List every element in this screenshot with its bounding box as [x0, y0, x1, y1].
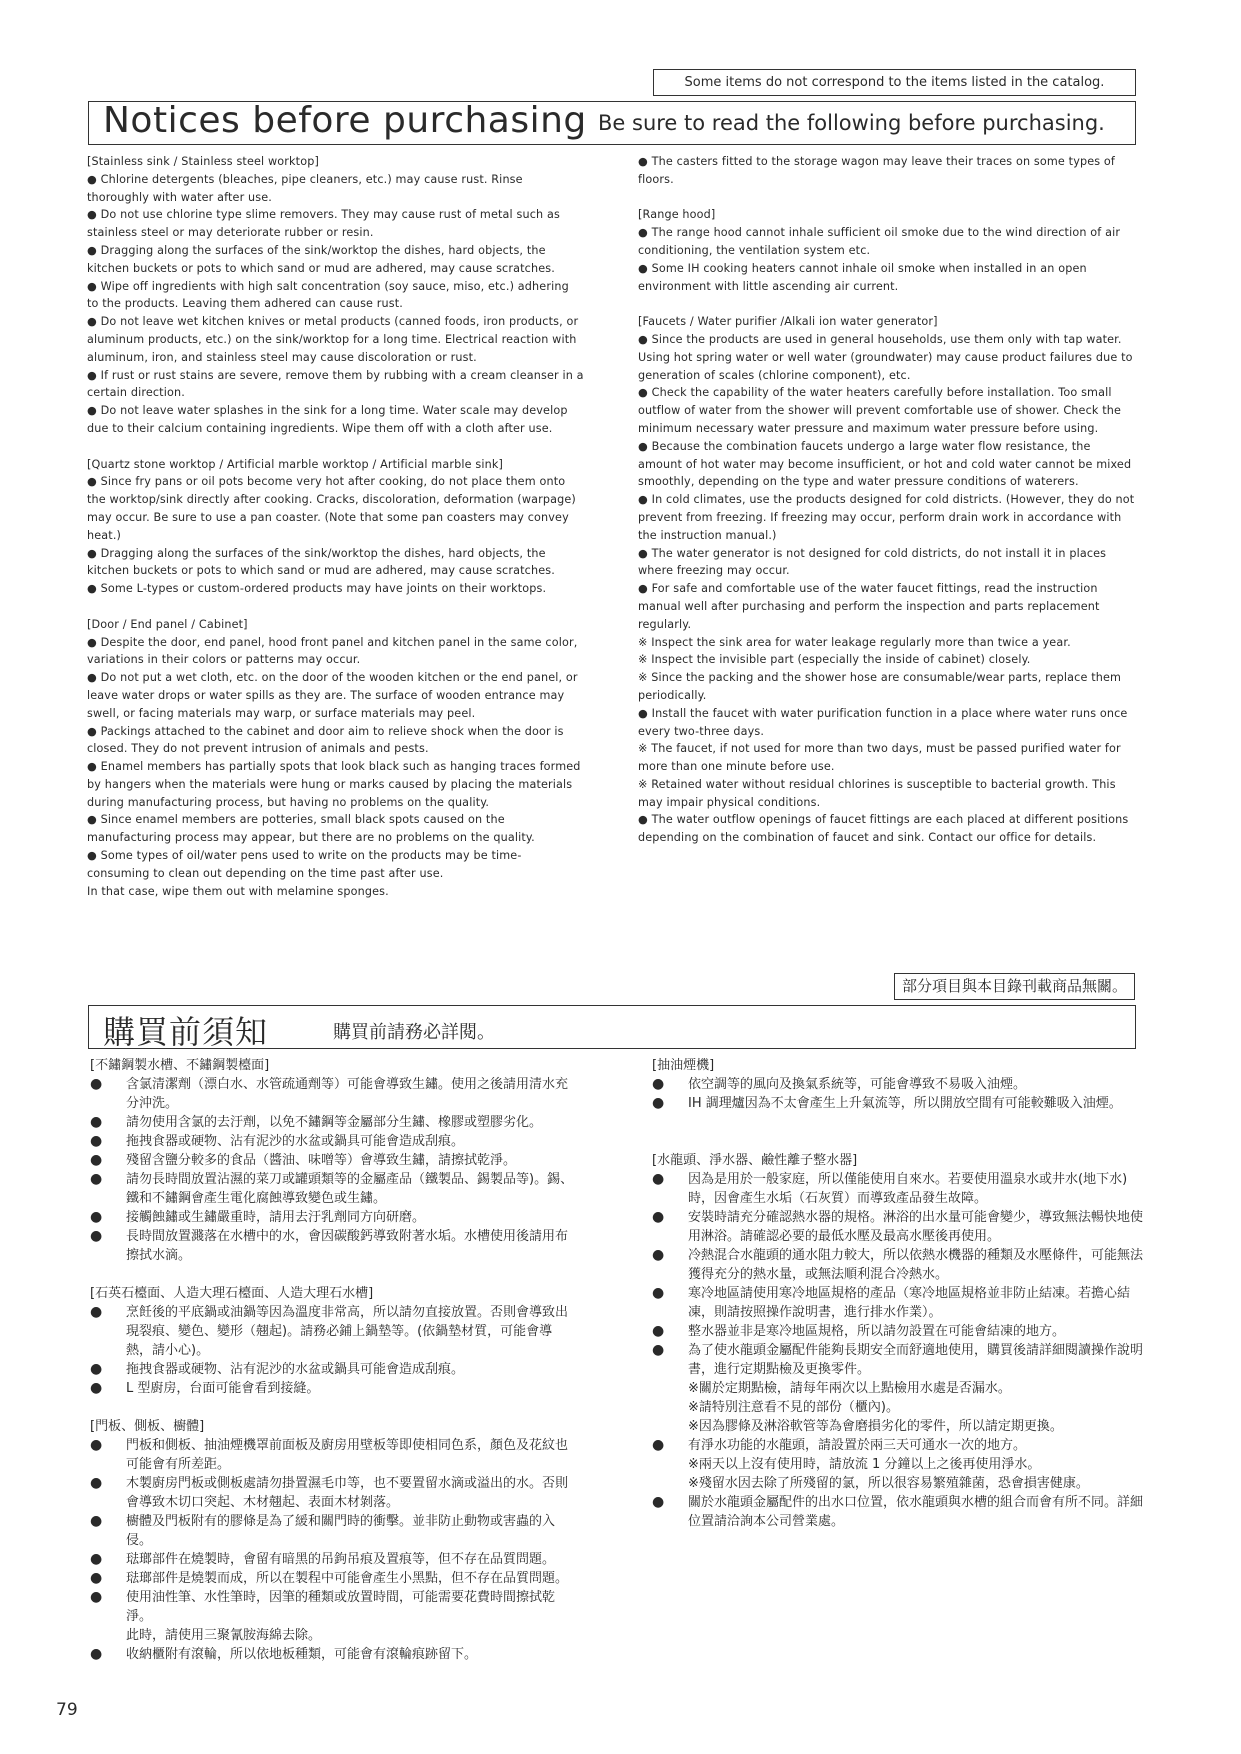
notice-item — [90, 1132, 578, 1151]
bullet-icon: ● — [90, 1133, 103, 1149]
bullet-icon: ● — [90, 1152, 103, 1168]
spacer — [90, 1398, 578, 1417]
notice-item: ※ Inspect the sink area for water leakage regularly more than twice a year. — [638, 635, 1071, 649]
en-header — [88, 101, 1136, 145]
notice-text: 因為是用於一般家庭，所以僅能使用自來水。若要使用溫泉水或井水(地下水)時，因會產生水垢（石灰質）而導致產品發生故障。 — [688, 1172, 1128, 1206]
notice-text: 長時間放置濺落在水槽中的水，會因碳酸鈣導致附著水垢。水槽使用後請用布擦拭水滴。 — [126, 1229, 569, 1263]
notice-item — [90, 1588, 578, 1626]
spacer — [87, 598, 584, 616]
bullet-icon: ● — [90, 1361, 103, 1377]
notice-text: 殘留含鹽分較多的食品（醬油、味噌等）會導致生鏽，請擦拭乾淨。 — [126, 1153, 517, 1168]
section-heading: [石英石檯面、人造大理石檯面、人造大理石水槽] — [90, 1286, 374, 1301]
bullet-icon: ● — [90, 1171, 103, 1187]
notice-item: ● Install the faucet with water purification function in a place where water runs once every two-three days. — [638, 706, 1128, 738]
notice-text: 使用油性筆、水性筆時，因筆的種類或放置時間，可能需要花費時間擦拭乾淨。 — [126, 1590, 556, 1624]
spacer — [652, 1132, 1148, 1151]
bullet-icon: ● — [652, 1342, 665, 1358]
notice-item: ● Since enamel members are potteries, small black spots caused on the manufacturing process may appear, but there are no problems on the quality. — [87, 813, 535, 845]
notice-item — [90, 1303, 578, 1360]
notice-item: ● The water generator is not designed for cold districts, do not install it in places where freezing may occur. — [638, 546, 1107, 578]
notice-item — [90, 1360, 578, 1379]
en-page-subtitle: Be sure to read the following before purchasing. — [598, 111, 1105, 135]
notice-text: 拖拽食器或硬物、沾有泥沙的水盆或鍋具可能會造成刮痕。 — [126, 1134, 465, 1149]
bullet-icon: ● — [652, 1171, 665, 1187]
notice-item: ● Dragging along the surfaces of the sink/worktop the dishes, hard objects, the kitchen buckets or pots to which sand or mud are adhered, may cause scratches. — [87, 546, 555, 578]
section-heading: [Range hood] — [638, 208, 716, 222]
notice-item — [652, 1170, 1148, 1208]
notice-text: 含氯清潔劑（漂白水、水管疏通劑等）可能會導致生鏽。使用之後請用清水充分沖洗。 — [126, 1077, 569, 1111]
notice-note: ※兩天以上沒有使用時，請放流 1 分鐘以上之後再使用淨水。 — [688, 1457, 1041, 1472]
notice-item — [90, 1379, 578, 1398]
notice-text: 收納櫃附有滾輪，所以依地板種類，可能會有滾輪痕跡留下。 — [126, 1647, 478, 1662]
notice-item: ● If rust or rust stains are severe, remove them by rubbing with a cream cleanser in a certain direction. — [87, 368, 584, 400]
notice-item — [90, 1075, 578, 1113]
notice-text: 為了使水龍頭金屬配件能夠長期安全而舒適地使用，購買後請詳細閱讀操作說明書，進行定期點檢及更換零件。 — [688, 1343, 1144, 1377]
notice-item — [652, 1094, 1148, 1113]
zh-right-column — [652, 1056, 1148, 1531]
zh-page-title: 購買前須知 — [103, 1013, 269, 1051]
bullet-icon: ● — [90, 1114, 103, 1130]
notice-text: L 型廚房，台面可能會看到接縫。 — [126, 1381, 320, 1396]
notice-item — [652, 1493, 1148, 1531]
notice-item — [90, 1569, 578, 1588]
notice-text: 烹飪後的平底鍋或油鍋等因為溫度非常高，所以請勿直接放置。否則會導致出現裂痕、變色、變形（翹起)。請務必鋪上鍋墊等。(依鍋墊材質，可能會導熱，請小心)。 — [126, 1305, 569, 1358]
notice-item: ● Some IH cooking heaters cannot inhale oil smoke when installed in an open environment with little ascending air current. — [638, 261, 1087, 293]
notice-item: ※ Since the packing and the shower hose are consumable/wear parts, replace them periodically. — [638, 671, 1122, 702]
notice-item: ● Dragging along the surfaces of the sink/worktop the dishes, hard objects, the kitchen buckets or pots to which sand or mud are adhered, may cause scratches. — [87, 243, 555, 275]
notice-text: 請勿長時間放置沾濕的菜刀或罐頭類等的金屬產品（鐵製品、錫製品等)。錫、鐵和不鏽鋼會產生電化腐蝕導致變色或生鏽。 — [126, 1172, 574, 1206]
bullet-icon: ● — [652, 1494, 665, 1510]
notice-item: ● Since fry pans or oil pots become very hot after cooking, do not place them onto the worktop/sink directly after cooking. Cracks, discoloration, deformation (warpage) may occur. Be sure to use a pan coaster. (Note that some pan coasters may convey heat.) — [87, 475, 576, 542]
spacer — [638, 295, 1135, 313]
bullet-icon: ● — [90, 1209, 103, 1225]
bullet-icon: ● — [90, 1076, 103, 1092]
notice-item: ● The water outflow openings of faucet fittings are each placed at different positions depending on the combination of faucet and sink. Contact our office for details. — [638, 813, 1129, 845]
notice-item: ● Some L-types or custom-ordered products may have joints on their worktops. — [87, 582, 547, 596]
notice-item — [90, 1645, 578, 1664]
notice-item — [652, 1436, 1148, 1455]
notice-text: 安裝時請充分確認熱水器的規格。淋浴的出水量可能會變少，導致無法暢快地使用淋浴。請確認必要的最低水壓及最高水壓後再使用。 — [688, 1210, 1144, 1244]
notice-item: ● Despite the door, end panel, hood front panel and kitchen panel in the same color, variations in their colors or patterns may occur. — [87, 635, 578, 667]
notice-item — [90, 1151, 578, 1170]
notice-item: ※ Inspect the invisible part (especially the inside of cabinet) closely. — [638, 653, 1031, 667]
notice-item — [652, 1075, 1148, 1094]
page-number: 79 — [56, 1700, 78, 1720]
notice-item — [652, 1322, 1148, 1341]
notice-item: ● Because the combination faucets undergo a large water flow resistance, the amount of hot water may become insufficient, or hot and cold water cannot be mixed smoothly, depending on the type and water pressure conditions of waterers. — [638, 439, 1132, 489]
bullet-icon: ● — [652, 1247, 665, 1263]
notice-item: ● Packings attached to the cabinet and door aim to relieve shock when the door is closed. They do not prevent intrusion of animals and pests. — [87, 724, 564, 756]
bullet-icon: ● — [90, 1646, 103, 1662]
bullet-icon: ● — [90, 1304, 103, 1320]
notice-text: 門板和側板、抽油煙機罩前面板及廚房用壁板等即使相同色系，顏色及花紋也可能會有所差距。 — [126, 1438, 569, 1472]
zh-page-subtitle: 購買前請務必詳閱。 — [333, 1022, 495, 1043]
notice-item: ● Some types of oil/water pens used to write on the products may be time-consuming to clean out depending on the time past after use. — [87, 849, 522, 880]
notice-note: 此時，請使用三聚氰胺海綿去除。 — [126, 1628, 322, 1643]
zh-catalog-note: 部分項目與本目錄刊載商品無關。 — [894, 973, 1135, 1000]
bullet-icon: ● — [90, 1475, 103, 1491]
notice-item: ● Do not put a wet cloth, etc. on the door of the wooden kitchen or the end panel, or leave water drops or water spills as they are. The surface of wooden entrance may swell, or facing materials may warp, or surface materials may peel. — [87, 671, 578, 720]
notice-item: ● The casters fitted to the storage wagon may leave their traces on some types of floors. — [638, 155, 1116, 186]
notice-text: 有淨水功能的水龍頭，請設置於兩三天可通水一次的地方。 — [688, 1438, 1027, 1453]
notice-note: ※關於定期點檢，請每年兩次以上點檢用水處是否漏水。 — [688, 1381, 1011, 1396]
section-heading: [Faucets / Water purifier /Alkali ion water generator] — [638, 315, 938, 329]
bullet-icon: ● — [652, 1095, 665, 1111]
notice-text: 木製廚房門板或側板處請勿掛置濕毛巾等，也不要置留水滴或溢出的水。否則會導致木切口突起、木材翹起、表面木材剝落。 — [126, 1476, 569, 1510]
notice-item: ※ The faucet, if not used for more than two days, must be passed purified water for more than one minute before use. — [638, 742, 1121, 774]
notice-item: ● Wipe off ingredients with high salt concentration (soy sauce, miso, etc.) adhering to the products. Leaving them adhered can cause rust. — [87, 279, 569, 311]
bullet-icon: ● — [652, 1437, 665, 1453]
notice-item — [90, 1227, 578, 1265]
notice-item: ※ Retained water without residual chlorines is susceptible to bacterial growth. This may impair physical conditions. — [638, 777, 1116, 809]
notice-text: 整水器並非是寒冷地區規格，所以請勿設置在可能會結凍的地方。 — [688, 1324, 1066, 1339]
section-heading: [抽油煙機] — [652, 1058, 715, 1073]
notice-item — [90, 1474, 578, 1512]
zh-header — [88, 1005, 1136, 1049]
notice-text: 接觸蝕鏽或生鏽嚴重時，請用去汙乳劑同方向研磨。 — [126, 1210, 426, 1225]
bullet-icon: ● — [90, 1551, 103, 1567]
notice-item: ● Do not leave wet kitchen knives or metal products (canned foods, iron products, or aluminum products, etc.) on the sink/worktop for a long time. Electrical reaction with aluminum, iron, and stainless steel may cause discoloration or rust. — [87, 315, 579, 364]
notice-item — [90, 1170, 578, 1208]
bullet-icon: ● — [90, 1228, 103, 1244]
bullet-icon: ● — [90, 1437, 103, 1453]
section-heading: [不鏽鋼製水槽、不鏽鋼製檯面] — [90, 1058, 270, 1073]
notice-item: ● Do not use chlorine type slime removers. They may cause rust of metal such as stainless steel or may deteriorate rubber or resin. — [87, 208, 560, 240]
bullet-icon: ● — [652, 1209, 665, 1225]
notice-note: ※請特別注意看不見的部份（櫃內)。 — [688, 1400, 899, 1415]
notice-item: ● Check the capability of the water heaters carefully before installation. Too small outflow of water from the shower will prevent comfortable use of shower. Check the minimum necessary water pressure and maximum water pressure before using. — [638, 386, 1122, 435]
spacer — [87, 438, 584, 456]
notice-item: ● Chlorine detergents (bleaches, pipe cleaners, etc.) may cause rust. Rinse thoroughly with water after use. — [87, 172, 523, 204]
notice-text: 櫥體及門板附有的膠條是為了緩和關門時的衝擊。並非防止動物或害蟲的入侵。 — [126, 1514, 556, 1548]
notice-item — [90, 1436, 578, 1474]
notice-text: 拖拽食器或硬物、沾有泥沙的水盆或鍋具可能會造成刮痕。 — [126, 1362, 465, 1377]
notice-note: ※殘留水因去除了所殘留的氯，所以很容易繁殖雜菌，恐會損害健康。 — [688, 1476, 1089, 1491]
notice-item — [90, 1113, 578, 1132]
notice-item — [90, 1208, 578, 1227]
section-heading: [Stainless sink / Stainless steel worktop] — [87, 155, 319, 168]
bullet-icon: ● — [652, 1323, 665, 1339]
spacer — [90, 1265, 578, 1284]
section-heading: [門板、側板、櫥體] — [90, 1419, 205, 1434]
notice-item — [90, 1512, 578, 1550]
notice-item — [652, 1284, 1148, 1322]
notice-text: 關於水龍頭金屬配件的出水口位置，依水龍頭與水槽的組合而會有所不同。詳細位置請洽詢本公司營業處。 — [688, 1495, 1144, 1529]
notice-item — [90, 1550, 578, 1569]
spacer — [652, 1113, 1148, 1132]
en-page-title: Notices before purchasing — [103, 100, 587, 141]
bullet-icon: ● — [652, 1285, 665, 1301]
notice-text: 請勿使用含氯的去汙劑，以免不鏽鋼等金屬部分生鏽、橡膠或塑膠劣化。 — [126, 1115, 543, 1130]
section-heading: [水龍頭、淨水器、鹼性離子整水器] — [652, 1153, 858, 1168]
notice-item: In that case, wipe them out with melamine sponges. — [87, 884, 389, 898]
notice-item: ● Do not leave water splashes in the sink for a long time. Water scale may develop due to their calcium containing ingredients. Wipe them off with a cloth after use. — [87, 404, 568, 435]
notice-item: ● In cold climates, use the products designed for cold districts. (However, they do not prevent from freezing. If freezing may occur, perform drain work in accordance with the instruction manual.) — [638, 493, 1135, 542]
notice-item: ● Since the products are used in general households, use them only with tap water. Using hot spring water or well water (groundwater) may cause product failures due to generation of scales (chlorine component), etc. — [638, 332, 1133, 382]
zh-left-column — [90, 1056, 578, 1664]
en-catalog-note: Some items do not correspond to the items listed in the catalog. — [653, 69, 1136, 96]
notice-text: 冷熱混合水龍頭的通水阻力較大，所以依熱水機器的種類及水壓條件，可能無法獲得充分的熱水量，或無法順利混合冷熱水。 — [688, 1248, 1144, 1282]
section-heading: [Quartz stone worktop / Artificial marble worktop / Artificial marble sink] — [87, 457, 503, 471]
notice-text: 寒冷地區請使用寒冷地區規格的產品（寒冷地區規格並非防止結凍。若擔心結凍，則請按照操作說明書，進行排水作業）。 — [688, 1286, 1131, 1320]
notice-item: ● Enamel members has partially spots that look black such as hanging traces formed by hangers when the materials were hung or marks caused by placing the materials during manufacturing process, but having no problems on the quality. — [87, 760, 581, 809]
notice-text: IH 調理爐因為不太會產生上升氣流等，所以開放空間有可能較難吸入油煙。 — [688, 1096, 1122, 1111]
notice-text: 琺瑯部件在燒製時，會留有暗黑的吊鉤吊痕及置痕等，但不存在品質問題。 — [126, 1552, 556, 1567]
en-right-column — [638, 153, 1135, 847]
bullet-icon: ● — [90, 1589, 103, 1605]
notice-item — [652, 1246, 1148, 1284]
bullet-icon: ● — [90, 1380, 103, 1396]
notice-note: ※因為膠條及淋浴軟管等為會磨損劣化的零件，所以請定期更換。 — [688, 1419, 1063, 1434]
notice-item: ● For safe and comfortable use of the water faucet fittings, read the instruction manual well after purchasing and perform the inspection and parts replacement regularly. — [638, 582, 1100, 631]
notice-item: ● The range hood cannot inhale sufficient oil smoke due to the wind direction of air conditioning, the ventilation system etc. — [638, 226, 1121, 257]
notice-text: 琺瑯部件是燒製而成，所以在製程中可能會產生小黑點，但不存在品質問題。 — [126, 1571, 569, 1586]
en-left-column — [87, 153, 584, 900]
notice-item — [652, 1341, 1148, 1379]
spacer — [638, 189, 1135, 207]
notice-text: 依空調等的風向及換氣系統等，可能會導致不易吸入油煙。 — [688, 1077, 1027, 1092]
section-heading: [Door / End panel / Cabinet] — [87, 617, 248, 631]
bullet-icon: ● — [652, 1076, 665, 1092]
bullet-icon: ● — [90, 1570, 103, 1586]
notice-item — [652, 1208, 1148, 1246]
bullet-icon: ● — [90, 1513, 103, 1529]
